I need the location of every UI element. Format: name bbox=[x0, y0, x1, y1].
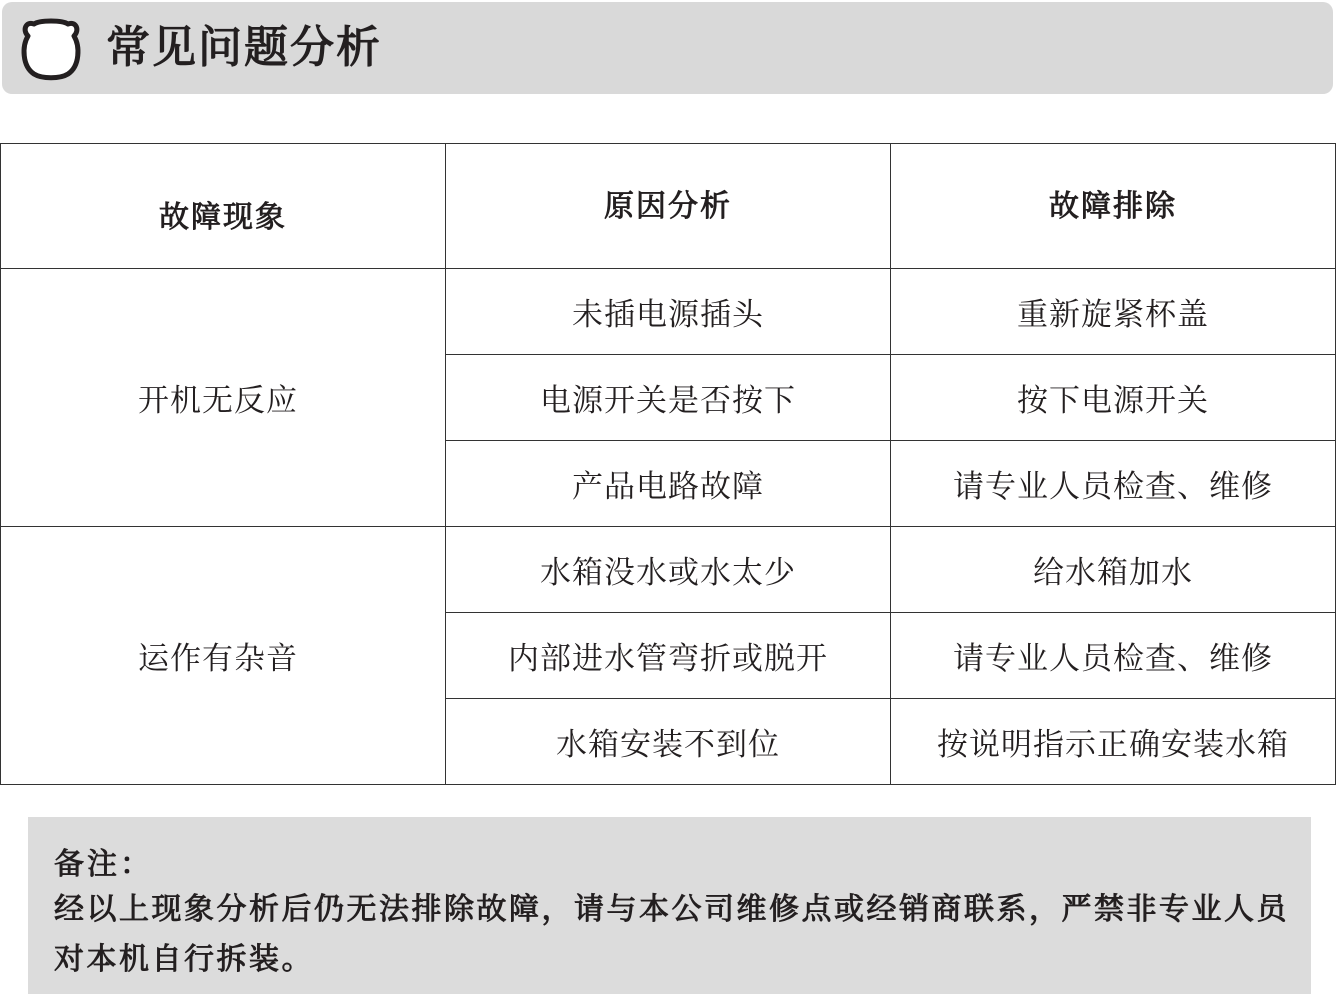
cause-cell: 产品电路故障 bbox=[446, 441, 891, 527]
section-header bbox=[2, 2, 1333, 94]
solution-cell: 按说明指示正确安装水箱 bbox=[891, 699, 1336, 785]
column-header-cause: 原因分析 bbox=[446, 144, 891, 269]
note-text: 经以上现象分析后仍无法排除故障，请与本公司维修点或经销商联系，严禁非专业人员对本机自行拆装。 bbox=[54, 892, 1289, 977]
troubleshooting-table bbox=[0, 143, 1336, 785]
cause-cell: 未插电源插头 bbox=[446, 269, 891, 355]
cause-cell: 电源开关是否按下 bbox=[446, 355, 891, 441]
note-title: 备注： bbox=[54, 847, 153, 882]
note-box bbox=[28, 817, 1311, 994]
symptom-cell: 运作有杂音 bbox=[1, 527, 446, 785]
solution-cell: 重新旋紧杯盖 bbox=[891, 269, 1336, 355]
page-title: 常见问题分析 bbox=[106, 22, 382, 73]
solution-cell: 请专业人员检查、维修 bbox=[891, 613, 1336, 699]
bear-face-icon bbox=[18, 16, 84, 82]
column-header-symptom: 故障现象 bbox=[1, 144, 446, 269]
solution-cell: 给水箱加水 bbox=[891, 527, 1336, 613]
column-header-solution: 故障排除 bbox=[891, 144, 1336, 269]
cause-cell: 内部进水管弯折或脱开 bbox=[446, 613, 891, 699]
table-row bbox=[1, 527, 1336, 613]
solution-cell: 请专业人员检查、维修 bbox=[891, 441, 1336, 527]
cause-cell: 水箱没水或水太少 bbox=[446, 527, 891, 613]
table-header-row bbox=[1, 144, 1336, 269]
table-row bbox=[1, 269, 1336, 355]
cause-cell: 水箱安装不到位 bbox=[446, 699, 891, 785]
symptom-cell: 开机无反应 bbox=[1, 269, 446, 527]
solution-cell: 按下电源开关 bbox=[891, 355, 1336, 441]
